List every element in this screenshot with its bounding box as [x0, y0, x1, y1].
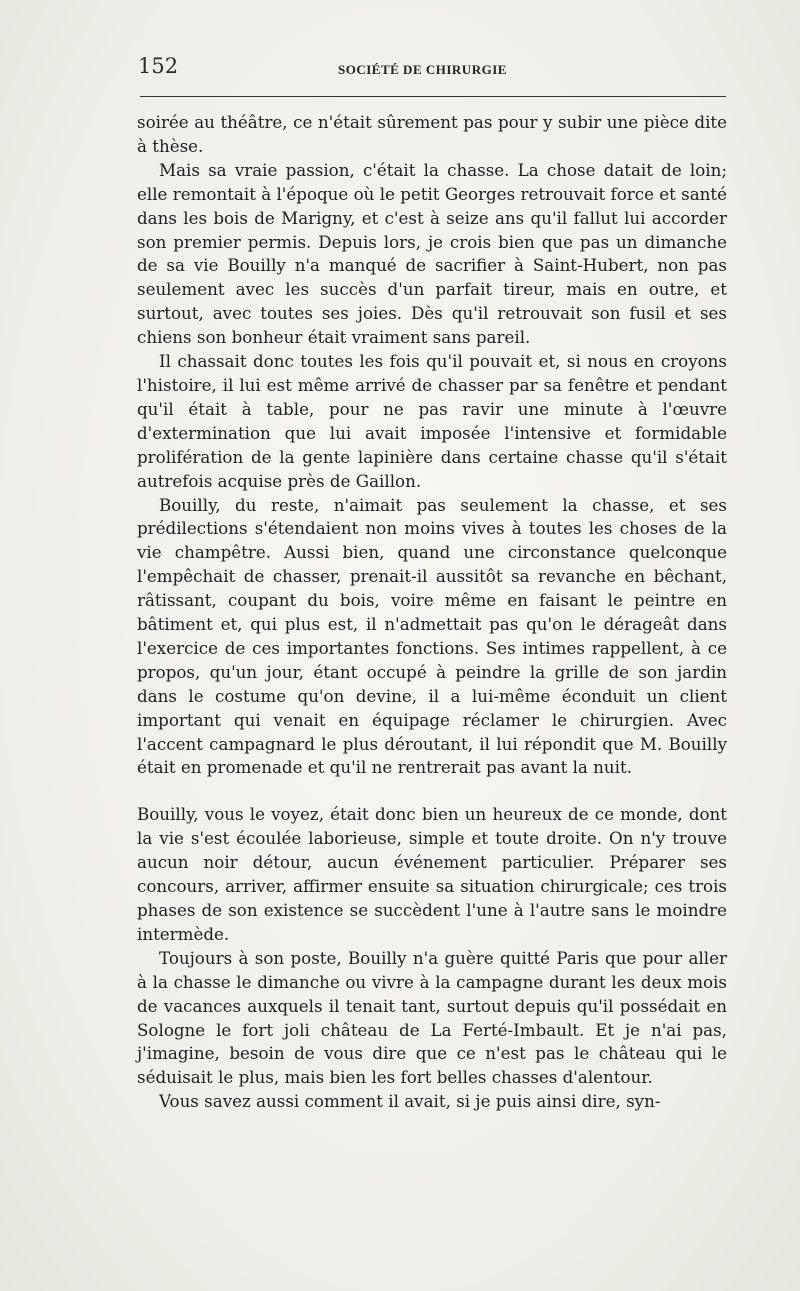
paragraph: Mais sa vraie passion, c'était la chasse. La chose datait de loin; elle remontait à l'époque où le petit Georges retrouvait force et santé dans les bois de Marigny, et c'est à seize ans qu'il fallut lui accorder son premier permis. Depuis lors, je crois bien que pas un dimanche de sa vie Bouilly n'a manqué de sacrifier à Saint-Hubert, non pas seulement avec les succès d'un parfait tireur, mais en outre, et surtout, avec toutes ses joies. Dès qu'il retrouvait son fusil et ses chiens son bonheur était vraiment sans pareil. [137, 159, 727, 348]
running-head: SOCIÉTÉ DE CHIRURGIE [338, 62, 507, 77]
paragraph: soirée au théâtre, ce n'était sûrement pas pour y subir une pièce dite à thèse. [137, 112, 727, 156]
header-rule [140, 96, 726, 97]
paragraph: Bouilly, du reste, n'aimait pas seulement la chasse, et ses prédilections s'étendaient non moins vives à toutes les choses de la vie champêtre. Aussi bien, quand une circonstance quelconque l'empêchait de chasser, prenait-il aussitôt sa revanche en bêchant, râtissant, coupant du bois, voire même en faisant le peintre en bâtiment et, qui plus est, il n'admettait pas qu'on le dérageât dans l'exercice de ces importantes fonctions. Ses intimes rappellent, à ce propos, qu'un jour, étant occupé à peindre la grille de son jardin dans le costume qu'on devine, il a lui-même éconduit un client important qui venait en équipage réclamer le chirurgien. Avec l'accent campagnard le plus déroutant, il lui répondit que M. Bouilly était en promenade et qu'il ne rentrerait pas avant la nuit. [137, 494, 727, 778]
page-header [138, 54, 728, 84]
paragraph: Toujours à son poste, Bouilly n'a guère quitté Paris que pour aller à la chasse le dimanche ou vivre à la campagne durant les deux mois de vacances auxquels il tenait tant, surtout depuis qu'il possédait en Sologne le fort joli château de La Ferté-Imbault. Et je n'ai pas, j'imagine, besoin de vous dire que ce n'est pas le château qui le séduisait le plus, mais bien les fort belles chasses d'alentour. [137, 947, 727, 1088]
paragraph: Bouilly, vous le voyez, était donc bien un heureux de ce monde, dont la vie s'est écoulée laborieuse, simple et toute droite. On n'y trouve aucun noir détour, aucun événement particulier. Préparer ses concours, arriver, affirmer ensuite sa situation chirurgicale; ces trois phases de son existence se succèdent l'une à l'autre sans le moindre intermède. [137, 804, 727, 944]
paragraph: Vous savez aussi comment il avait, si je puis ainsi dire, syn- [159, 1091, 661, 1112]
body-text [137, 111, 727, 1114]
page-number: 152 [138, 54, 179, 78]
paragraph: Il chassait donc toutes les fois qu'il pouvait et, si nous en croyons l'histoire, il lui est même arrivé de chasser par sa fenêtre et pendant qu'il était à table, pour ne pas ravir une minute à l'œuvre d'extermination que lui avait imposée l'intensive et formidable prolifération de la gente lapinière dans certaine chasse qu'il s'était autrefois acquise près de Gaillon. [137, 351, 727, 491]
